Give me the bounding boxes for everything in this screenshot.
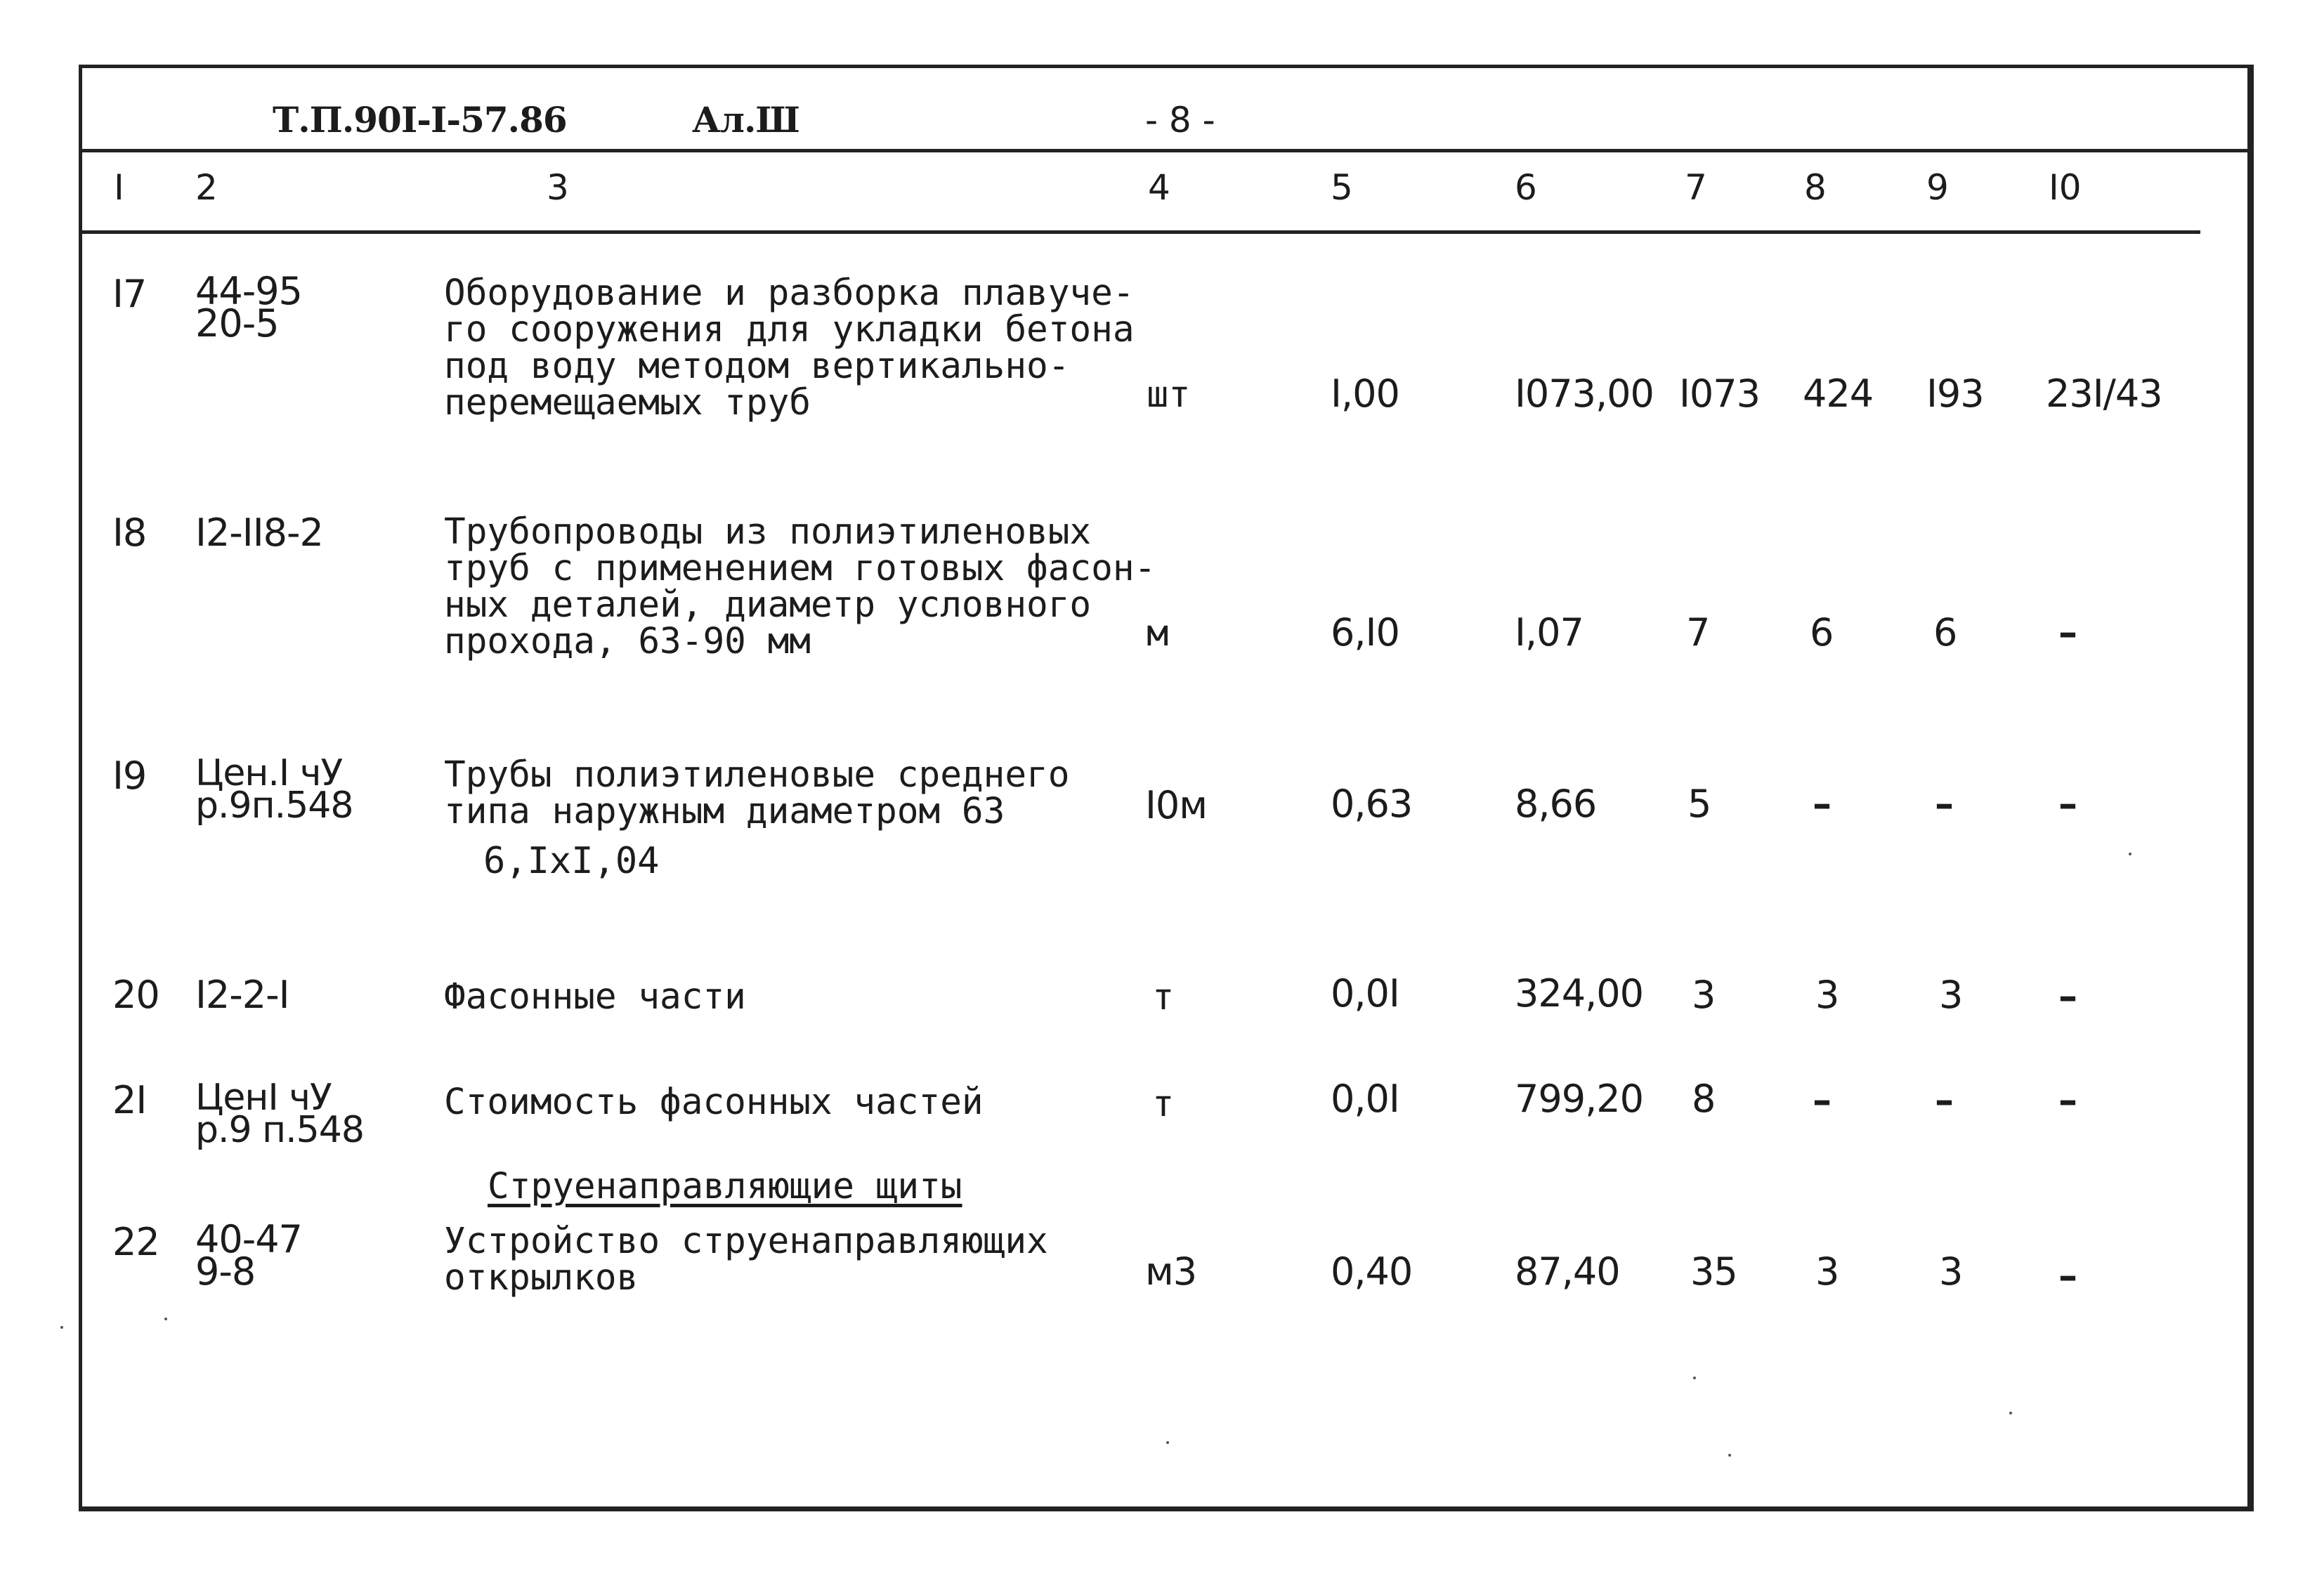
- scan-speck: [60, 1326, 63, 1329]
- row-col9: 6: [1933, 610, 1957, 655]
- row-col8: –: [1813, 782, 1832, 826]
- row-price: 324,00: [1515, 971, 1643, 1016]
- row-quantity: 0,0I: [1331, 971, 1399, 1016]
- row-col10: 23I/43: [2046, 372, 2162, 416]
- row-quantity: 0,63: [1331, 782, 1413, 826]
- row-description: Трубопроводы из полиэтиленовых труб с применением готовых фасон- ных деталей, диаметр условного прохода, 63-90 мм: [444, 511, 1156, 662]
- row-col10: –: [2058, 610, 2077, 655]
- row-col8: –: [1813, 1078, 1832, 1122]
- row-code: 40-47 9-8: [195, 1217, 302, 1294]
- row-quantity: 0,40: [1331, 1249, 1413, 1294]
- column-number-9: 9: [1926, 167, 1949, 208]
- section-heading: Струенаправляющие щиты: [488, 1166, 962, 1207]
- row-col10: –: [2058, 782, 2077, 826]
- row-description: Устройство струенаправляющих открылков: [444, 1221, 1048, 1299]
- row-col9: 3: [1939, 973, 1963, 1017]
- row-number: 20: [112, 973, 159, 1017]
- row-col8: 424: [1803, 372, 1874, 416]
- row-col8: 6: [1810, 610, 1834, 655]
- row-col9: 3: [1939, 1249, 1963, 1294]
- row-number: I9: [112, 754, 147, 798]
- row-code: I2-II8-2: [195, 511, 323, 555]
- row-total: 3: [1692, 973, 1716, 1017]
- row-unit: т: [1152, 976, 1175, 1018]
- column-number-6: 6: [1515, 167, 1537, 208]
- column-number-2: 2: [195, 167, 218, 208]
- column-number-10: I0: [2049, 167, 2082, 208]
- scan-speck: [2129, 853, 2132, 855]
- row-unit: т: [1152, 1083, 1175, 1125]
- row-unit: шт: [1147, 374, 1191, 416]
- header-divider: [79, 149, 2254, 152]
- row-description: Оборудование и разборка плавуче- го сооружения для укладки бетона под воду методом вертикально- перемещаемых труб: [444, 272, 1135, 423]
- row-description: Стоимость фасонных частей: [444, 1082, 984, 1123]
- scan-speck: [164, 1318, 167, 1320]
- row-number: I7: [112, 272, 147, 316]
- document-code: Т.П.90I-I-57.86: [273, 99, 567, 140]
- row-code: ЦенI чУ р.9 п.548: [195, 1077, 364, 1151]
- column-number-7: 7: [1685, 167, 1707, 208]
- row-number: 2I: [112, 1078, 147, 1122]
- column-number-1: I: [114, 167, 124, 208]
- column-number-5: 5: [1331, 167, 1353, 208]
- row-total: 35: [1690, 1249, 1737, 1294]
- column-number-3: 3: [547, 167, 569, 208]
- row-code: Цен.I чУ р.9п.548: [195, 752, 353, 827]
- row-total: I073: [1679, 372, 1760, 416]
- row-number: I8: [112, 511, 147, 555]
- row-col9: I93: [1926, 372, 1984, 416]
- row-code: 44-95 20-5: [195, 269, 302, 346]
- row-col9: –: [1935, 782, 1954, 826]
- scan-speck: [1693, 1377, 1696, 1379]
- row-price: I,07: [1515, 610, 1584, 655]
- row-col10: –: [2058, 974, 2077, 1018]
- row-col9: –: [1935, 1078, 1954, 1122]
- row-code: I2-2-I: [195, 973, 289, 1017]
- row-price: 8,66: [1515, 782, 1597, 826]
- row-col10: –: [2058, 1078, 2077, 1122]
- album-label: Ал.Ш: [692, 99, 799, 140]
- row-note: 6,IxI,04: [483, 840, 660, 882]
- scan-speck: [2009, 1412, 2012, 1414]
- row-unit: м3: [1145, 1249, 1197, 1294]
- row-unit: I0м: [1145, 783, 1208, 827]
- row-total: 8: [1692, 1077, 1716, 1121]
- row-price: 799,20: [1515, 1077, 1643, 1121]
- row-price: I073,00: [1515, 372, 1654, 416]
- row-total: 7: [1686, 610, 1710, 655]
- row-col10: –: [2058, 1254, 2077, 1298]
- row-price: 87,40: [1515, 1249, 1620, 1294]
- row-description: Фасонные части: [444, 976, 746, 1018]
- row-col8: 3: [1815, 1249, 1839, 1294]
- row-quantity: I,00: [1331, 372, 1399, 416]
- row-unit: м: [1147, 612, 1169, 655]
- column-number-4: 4: [1148, 167, 1170, 208]
- scan-speck: [1166, 1441, 1169, 1444]
- column-number-8: 8: [1804, 167, 1827, 208]
- page-number: - 8 -: [1145, 100, 1215, 140]
- row-quantity: 6,I0: [1331, 610, 1399, 655]
- row-total: 5: [1687, 782, 1711, 826]
- row-col8: 3: [1815, 973, 1839, 1017]
- row-quantity: 0,0I: [1331, 1077, 1399, 1121]
- column-header-divider: [79, 230, 2200, 234]
- row-description: Трубы полиэтиленовые среднего типа наружным диаметром 63: [444, 754, 1070, 832]
- row-number: 22: [112, 1220, 159, 1264]
- scan-speck: [1728, 1454, 1731, 1457]
